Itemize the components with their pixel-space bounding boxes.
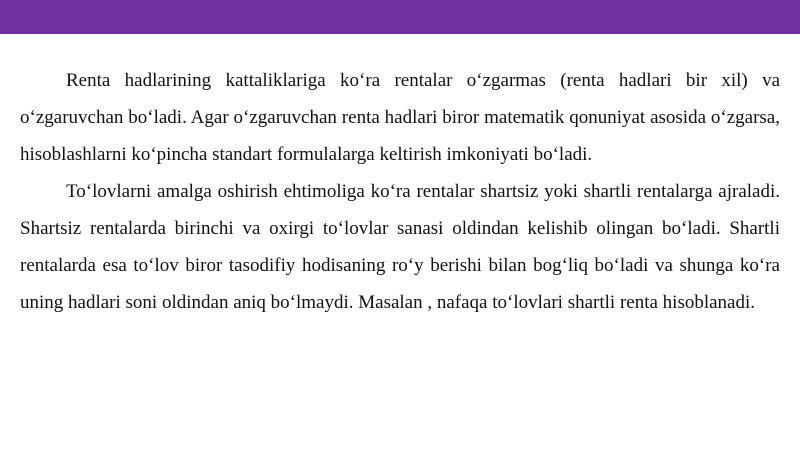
paragraph-payment-probability: Toʻlovlarni amalga oshirish ehtimoliga koʻra rentalar shartsiz yoki shartli rentalarga ajraladi. Shartsiz rentalarda birinchi va oxirgi toʻlovlar sanasi oldindan kelishib olingan boʻladi. Shartli rentalarda esa toʻlov biror tasodifiy hodisaning roʻy berishi bilan bogʻliq boʻladi va shunga koʻra uning hadlari soni oldindan aniq boʻlmaydi. Masalan , nafaqa toʻlovlari shartli renta hisoblanadi. — [20, 181, 780, 313]
paragraph-renta-size: Renta hadlarining kattaliklariga koʻra rentalar oʻzgarmas (renta hadlari bir xil) va oʻzgaruvchan boʻladi. Agar oʻzgaruvchan renta hadlari biror matematik qonuniyat asosida oʻzgarsa, hisoblashlarni koʻpincha standart formulalarga keltirish imkoniyati boʻladi. — [20, 70, 780, 165]
slide-body — [20, 62, 780, 321]
header-accent-bar — [0, 0, 800, 34]
